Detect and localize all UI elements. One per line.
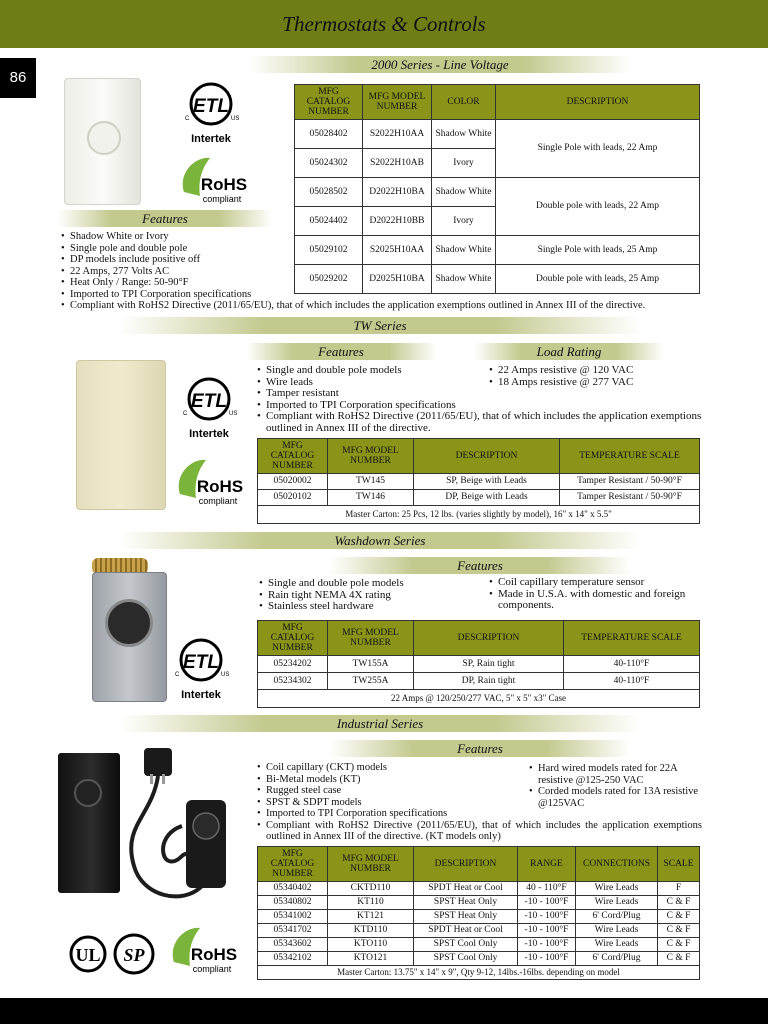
etl-listed-logo bbox=[172, 636, 230, 702]
col-header: SCALE bbox=[658, 847, 700, 882]
col-header: CONNECTIONS bbox=[576, 847, 658, 882]
features-list-washdown-left bbox=[258, 578, 486, 613]
section-title-tw: TW Series bbox=[120, 317, 640, 334]
feature-item: • Imported to TPI Corporation specifications bbox=[60, 289, 710, 301]
table-footer: 22 Amps @ 120/250/277 VAC, 5" x 5" x3" Case bbox=[258, 690, 700, 708]
feature-item: • Tamper resistant bbox=[256, 388, 702, 400]
feature-item: • Shadow White or Ivory bbox=[60, 231, 710, 243]
etl-listed-logo bbox=[182, 80, 240, 146]
svg-text:C: C bbox=[185, 116, 190, 122]
table-footer: Master Carton: 13.75" x 14" x 9", Qty 9-12, 14lbs.-16lbs. depending on model bbox=[258, 966, 700, 980]
svg-text:C: C bbox=[175, 672, 180, 678]
svg-text:compliant: compliant bbox=[198, 496, 238, 506]
table-washdown bbox=[257, 620, 700, 708]
svg-text:SP: SP bbox=[123, 945, 145, 965]
footer-bar bbox=[0, 998, 768, 1024]
svg-text:UL: UL bbox=[75, 945, 101, 965]
industrial-dial bbox=[74, 779, 102, 807]
feature-item: • Imported to TPI Corporation specifications bbox=[256, 808, 702, 820]
feature-item: • Single and double pole models bbox=[256, 365, 702, 377]
page-title: Thermostats & Controls bbox=[282, 12, 486, 36]
svg-text:RoHS: RoHS bbox=[190, 945, 238, 964]
col-header: MFG MODEL NUMBER bbox=[328, 439, 414, 474]
col-header: MFG CATALOG NUMBER bbox=[258, 439, 328, 474]
col-header: MFG CATALOG NUMBER bbox=[258, 847, 328, 882]
load-item: • 22 Amps resistive @ 120 VAC bbox=[488, 365, 702, 377]
feature-item: • Single pole and double pole bbox=[60, 243, 710, 255]
feature-item: • Compliant with RoHS2 Directive (2011/65/EU), that of which includes the application exemptions outlined in Annex III of the directive. bbox=[256, 411, 702, 434]
feature-item: • Rain tight NEMA 4X rating bbox=[258, 590, 486, 602]
load-item: • 18 Amps resistive @ 277 VAC bbox=[488, 377, 702, 389]
rohs-logo bbox=[166, 922, 238, 976]
industrial-case-image bbox=[58, 753, 120, 893]
feature-item: • Made in U.S.A. with domestic and foreign components. bbox=[488, 589, 702, 612]
feature-item: • Hard wired models rated for 22A resistive @125-250 VAC bbox=[528, 763, 700, 786]
feature-item: • Heat Only / Range: 50-90°F bbox=[60, 277, 710, 289]
table-industrial bbox=[257, 846, 700, 980]
feature-item: • SPST & SDPT models bbox=[256, 797, 526, 809]
thermostat-tw-image bbox=[76, 360, 166, 510]
table-tw bbox=[257, 438, 700, 524]
feature-item: • Compliant with RoHS2 Directive (2011/65/EU), that of which includes the application exemptions outlined in Annex III of the directive. (KT models only) bbox=[256, 820, 702, 843]
svg-text:Intertek: Intertek bbox=[181, 689, 221, 701]
svg-text:C: C bbox=[183, 411, 188, 417]
feature-item: • Stainless steel hardware bbox=[258, 601, 486, 613]
table-row: 05340402 CKTD110 SPDT Heat or Cool 40 - 110°F Wire Leads F bbox=[258, 882, 700, 896]
ul-logo bbox=[68, 934, 108, 974]
table-row: 05024402 D2022H10BB Ivory bbox=[295, 207, 700, 236]
feature-item: • Coil capillary (CKT) models bbox=[256, 762, 526, 774]
features-title-industrial: Features bbox=[330, 740, 630, 757]
table-row: 05343602 KTO110 SPST Cool Only -10 - 100°F Wire Leads C & F bbox=[258, 938, 700, 952]
feature-item: • Compliant with RoHS2 Directive (2011/65/EU), that of which includes the application exemptions outlined in Annex III of the directive. bbox=[60, 300, 710, 312]
section-title-2000: 2000 Series - Line Voltage bbox=[250, 56, 630, 73]
table-2000 bbox=[294, 84, 700, 294]
page-number: 86 bbox=[0, 58, 36, 98]
features-title-tw: Features bbox=[246, 343, 436, 360]
rohs-logo bbox=[172, 454, 244, 508]
csa-logo bbox=[112, 932, 156, 976]
header-bar bbox=[0, 0, 768, 48]
table-row: 05029102 S2025H10AA Shadow White Single Pole with leads, 25 Amp bbox=[295, 236, 700, 265]
feature-item: • Coil capillary temperature sensor bbox=[488, 577, 702, 589]
svg-text:US: US bbox=[231, 116, 240, 122]
feature-item: • Imported to TPI Corporation specifications bbox=[256, 400, 702, 412]
table-row: 05020102 TW146 DP, Beige with Leads Tamper Resistant / 50-90°F bbox=[258, 490, 700, 506]
feature-item: • Rugged steel case bbox=[256, 785, 526, 797]
thermostat-2000-image bbox=[64, 78, 141, 205]
col-header: DESCRIPTION bbox=[414, 621, 564, 656]
col-header: DESCRIPTION bbox=[414, 439, 560, 474]
col-header: COLOR bbox=[432, 85, 496, 120]
rohs-logo bbox=[176, 152, 248, 206]
features-title-washdown: Features bbox=[330, 557, 630, 574]
feature-item: • DP models include positive off bbox=[60, 254, 710, 266]
table-footer: Master Carton: 25 Pcs, 12 lbs. (varies slightly by model), 16" x 14" x 5.5" bbox=[258, 506, 700, 524]
etl-text: ETL bbox=[193, 96, 229, 117]
etl-listed-logo bbox=[180, 375, 238, 441]
col-header: RANGE bbox=[518, 847, 576, 882]
svg-text:US: US bbox=[221, 672, 230, 678]
table-row: 05342102 KTO121 SPST Cool Only -10 - 100°F 6' Cord/Plug C & F bbox=[258, 952, 700, 966]
washdown-dial bbox=[105, 599, 153, 647]
washdown-case bbox=[92, 572, 167, 702]
svg-text:compliant: compliant bbox=[202, 194, 242, 204]
features-list-industrial-right bbox=[528, 763, 700, 809]
col-header: MFG MODEL NUMBER bbox=[363, 85, 432, 120]
table-row: 05028402 S2022H10AA Shadow White Single Pole with leads, 22 Amp bbox=[295, 120, 700, 149]
feature-item: • 22 Amps, 277 Volts AC bbox=[60, 266, 710, 278]
load-rating-list bbox=[488, 365, 702, 388]
section-title-washdown: Washdown Series bbox=[120, 532, 640, 549]
features-title-2000: Features bbox=[58, 210, 272, 227]
svg-text:ETL: ETL bbox=[183, 652, 219, 673]
col-header: MFG MODEL NUMBER bbox=[328, 847, 414, 882]
col-header: MFG MODEL NUMBER bbox=[328, 621, 414, 656]
feature-item: • Corded models rated for 13A resistive @125VAC bbox=[528, 786, 700, 809]
table-row: 05341002 KT121 SPST Heat Only -10 - 100°F 6' Cord/Plug C & F bbox=[258, 910, 700, 924]
features-list-washdown-right bbox=[488, 577, 702, 612]
svg-text:Intertek: Intertek bbox=[189, 428, 229, 440]
col-header: MFG CATALOG NUMBER bbox=[258, 621, 328, 656]
feature-item: • Wire leads bbox=[256, 377, 702, 389]
table-row: 05020002 TW145 SP, Beige with Leads Tamper Resistant / 50-90°F bbox=[258, 474, 700, 490]
svg-text:compliant: compliant bbox=[192, 964, 232, 974]
svg-text:Intertek: Intertek bbox=[191, 133, 231, 145]
table-row: 05234202 TW155A SP, Rain tight 40-110°F bbox=[258, 656, 700, 673]
table-row: 05340802 KT110 SPST Heat Only -10 - 100°F Wire Leads C & F bbox=[258, 896, 700, 910]
feature-item: • Single and double pole models bbox=[258, 578, 486, 590]
industrial-corded-image bbox=[122, 746, 234, 916]
section-title-industrial: Industrial Series bbox=[120, 715, 640, 732]
col-header: TEMPERATURE SCALE bbox=[560, 439, 700, 474]
load-rating-title: Load Rating bbox=[474, 343, 664, 360]
col-header: TEMPERATURE SCALE bbox=[564, 621, 700, 656]
table-row: 05029202 D2025H10BA Shadow White Double pole with leads, 25 Amp bbox=[295, 265, 700, 294]
svg-text:RoHS: RoHS bbox=[200, 175, 248, 194]
col-header: MFG CATALOG NUMBER bbox=[295, 85, 363, 120]
col-header: DESCRIPTION bbox=[414, 847, 518, 882]
svg-text:RoHS: RoHS bbox=[196, 477, 244, 496]
svg-text:ETL: ETL bbox=[191, 391, 227, 412]
thermostat-dial bbox=[87, 121, 121, 155]
feature-item: • Bi-Metal models (KT) bbox=[256, 774, 526, 786]
table-row: 05028502 D2022H10BA Shadow White Double pole with leads, 22 Amp bbox=[295, 178, 700, 207]
col-header: DESCRIPTION bbox=[496, 85, 700, 120]
svg-text:US: US bbox=[229, 411, 238, 417]
table-row: 05341702 KTD110 SPDT Heat or Cool -10 - 100°F Wire Leads C & F bbox=[258, 924, 700, 938]
table-row: 05024302 S2022H10AB Ivory bbox=[295, 149, 700, 178]
table-row: 05234302 TW255A DP, Rain tight 40-110°F bbox=[258, 673, 700, 690]
